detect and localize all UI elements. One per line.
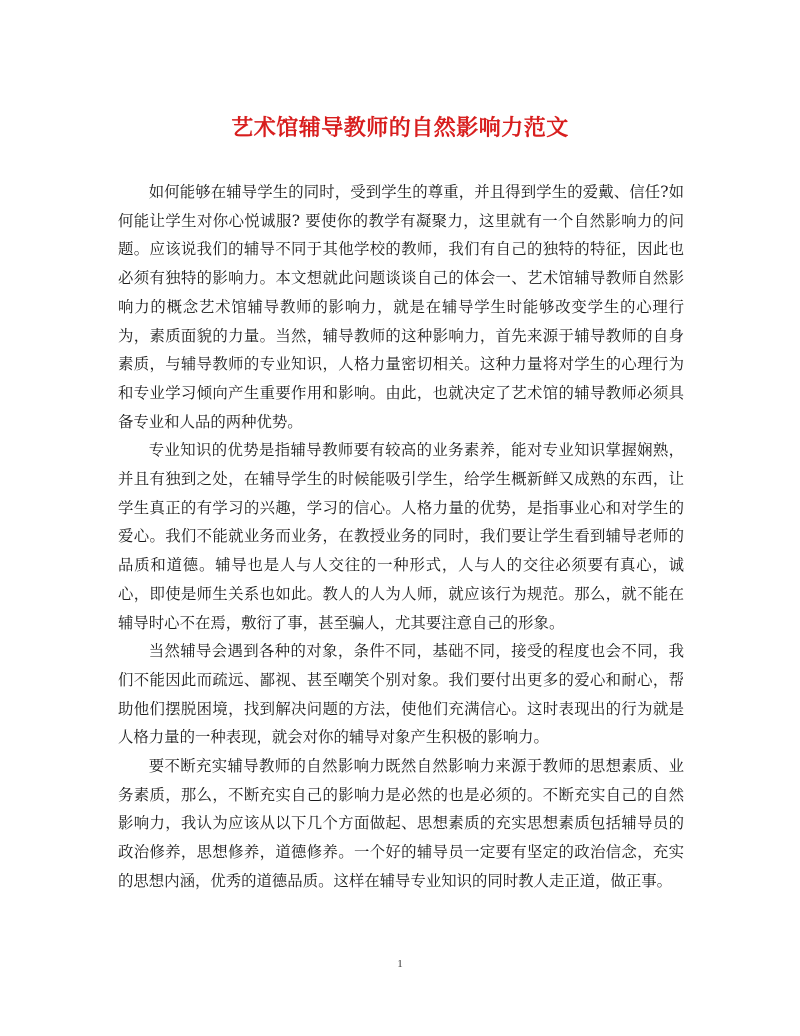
page-number: 1 (397, 958, 403, 970)
paragraph: 如何能够在辅导学生的同时，受到学生的尊重，并且得到学生的爱戴、信任?如何能让学生对你心悦诚服? 要使你的教学有凝聚力，这里就有一个自然影响力的问题。应该说我们的辅导不同于其他学校的教师，我们有自己的独特的特征，因此也必须有独特的影响力。本文想就此问题谈谈自己的体会一、艺术馆辅导教师自然影响力的概念艺术馆辅导教师的影响力，就是在辅导学生时能够改变学生的心理行为，素质面貌的力量。当然，辅导教师的这种影响力，首先来源于辅导教师的自身素质，与辅导教师的专业知识，人格力量密切相关。这种力量将对学生的心理行为和专业学习倾向产生重要作用和影响。由此，也就决定了艺术馆的辅导教师必须具备专业和人品的两种优势。 (118, 183, 684, 431)
paragraph: 当然辅导会遇到各种的对象，条件不同，基础不同，接受的程度也会不同，我们不能因此而疏远、鄙视、甚至嘲笑个别对象。我们要付出更多的爱心和耐心，帮助他们摆脱困境，找到解决问题的方法，使他们充满信心。这时表现出的行为就是人格力量的一种表现，就会对你的辅导对象产生积极的影响力。 (118, 642, 684, 747)
paragraph: 要不断充实辅导教师的自然影响力既然自然影响力来源于教师的思想素质、业务素质，那么，不断充实自己的影响力是必然的也是必须的。不断充实自己的自然影响力，我认为应该从以下几个方面做起、思想素质的充实思想素质包括辅导员的政治修养，思想修养，道德修养。一个好的辅导员一定要有坚定的政治信念，充实的思想内涵，优秀的道德品质。这样在辅导专业知识的同时教人走正道，做正事。 (118, 757, 684, 890)
paragraph: 专业知识的优势是指辅导教师要有较高的业务素养，能对专业知识掌握娴熟，并且有独到之处，在辅导学生的时候能吸引学生，给学生概新鲜又成熟的东西，让学生真正的有学习的兴趣，学习的信心。人格力量的优势，是指事业心和对学生的爱心。我们不能就业务而业务，在教授业务的同时，我们要让学生看到辅导老师的品质和道德。辅导也是人与人交往的一种形式，人与人的交往必须要有真心，诚心，即使是师生关系也如此。教人的人为人师，就应该行为规范。那么，就不能在辅导时心不在焉，敷衍了事，甚至骗人，尤其要注意自己的形象。 (118, 441, 684, 632)
document-body (118, 178, 684, 896)
document-title: 艺术馆辅导教师的自然影响力范文 (231, 115, 569, 141)
